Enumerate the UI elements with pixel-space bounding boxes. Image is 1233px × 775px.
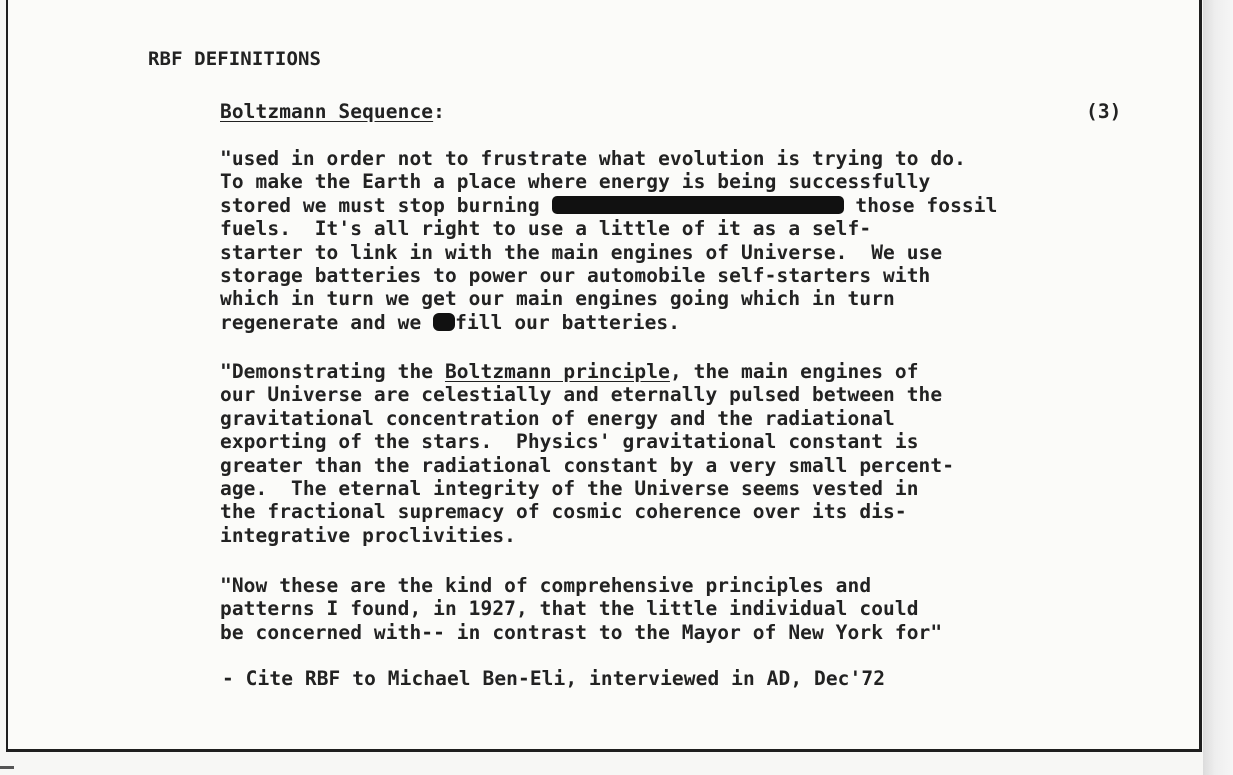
p2-line-3: gravitational concentration of energy and the radiational [220, 406, 895, 430]
document-heading: RBF DEFINITIONS [148, 48, 322, 70]
quote-paragraph-3 [220, 574, 942, 644]
redaction-mark [552, 196, 844, 214]
p3-line-1: "Now these are the kind of comprehensive principles and [220, 574, 872, 597]
p3-line-3: be concerned with-- in contrast to the Mayor of New York for" [220, 620, 943, 644]
p1-line-4: fuels. It's all right to use a little of it as a self- [220, 217, 872, 241]
p2-line-4: exporting of the stars. Physics' gravitational constant is [220, 430, 919, 454]
p2-line-5: greater than the radiational constant by a very small percent- [220, 453, 955, 477]
p1-line-8-end: fill our batteries. [455, 310, 681, 334]
p1-line-2: To make the Earth a place where energy is being successfully [220, 170, 931, 194]
redaction-mark-small [433, 313, 455, 331]
p3-line-2: patterns I found, in 1927, that the little individual could [220, 597, 919, 621]
definition-term-label: Boltzmann Sequence [220, 100, 434, 123]
corner-mark [0, 766, 14, 769]
p1-line-8-start: regenerate and we [220, 310, 434, 334]
page-number: (3) [1086, 100, 1122, 123]
page-edge-shadow [1203, 0, 1233, 775]
p1-line-6: storage batteries to power our automobile self-starters with [220, 264, 931, 288]
p2-line-2: our Universe are celestially and eternally pulsed between the [220, 383, 943, 407]
p1-line-7: which in turn we get our main engines going which in turn [220, 287, 895, 311]
p2-line-1-start: "Demonstrating the [220, 360, 445, 383]
definition-term [220, 100, 445, 123]
quote-paragraph-1 [220, 147, 997, 334]
p1-line-5: starter to link in with the main engines of Universe. We use [220, 240, 943, 264]
p1-line-3-start: stored we must stop burning [220, 193, 552, 217]
citation: - Cite RBF to Michael Ben-Eli, interviewed in AD, Dec'72 [222, 667, 886, 690]
boltzmann-principle-term: Boltzmann principle [444, 360, 670, 383]
quote-paragraph-2 [220, 360, 954, 547]
p2-line-6: age. The eternal integrity of the Universe seems vested in [220, 477, 919, 501]
definition-term-colon: : [433, 100, 445, 123]
p1-line-1: "used in order not to frustrate what evolution is trying to do. [220, 147, 966, 170]
p2-line-8: integrative proclivities. [220, 523, 516, 547]
p2-line-1-end: , the main engines of [669, 360, 919, 383]
p2-line-7: the fractional supremacy of cosmic coherence over its dis- [220, 500, 907, 524]
p1-line-3-end: those fossil [843, 193, 998, 217]
